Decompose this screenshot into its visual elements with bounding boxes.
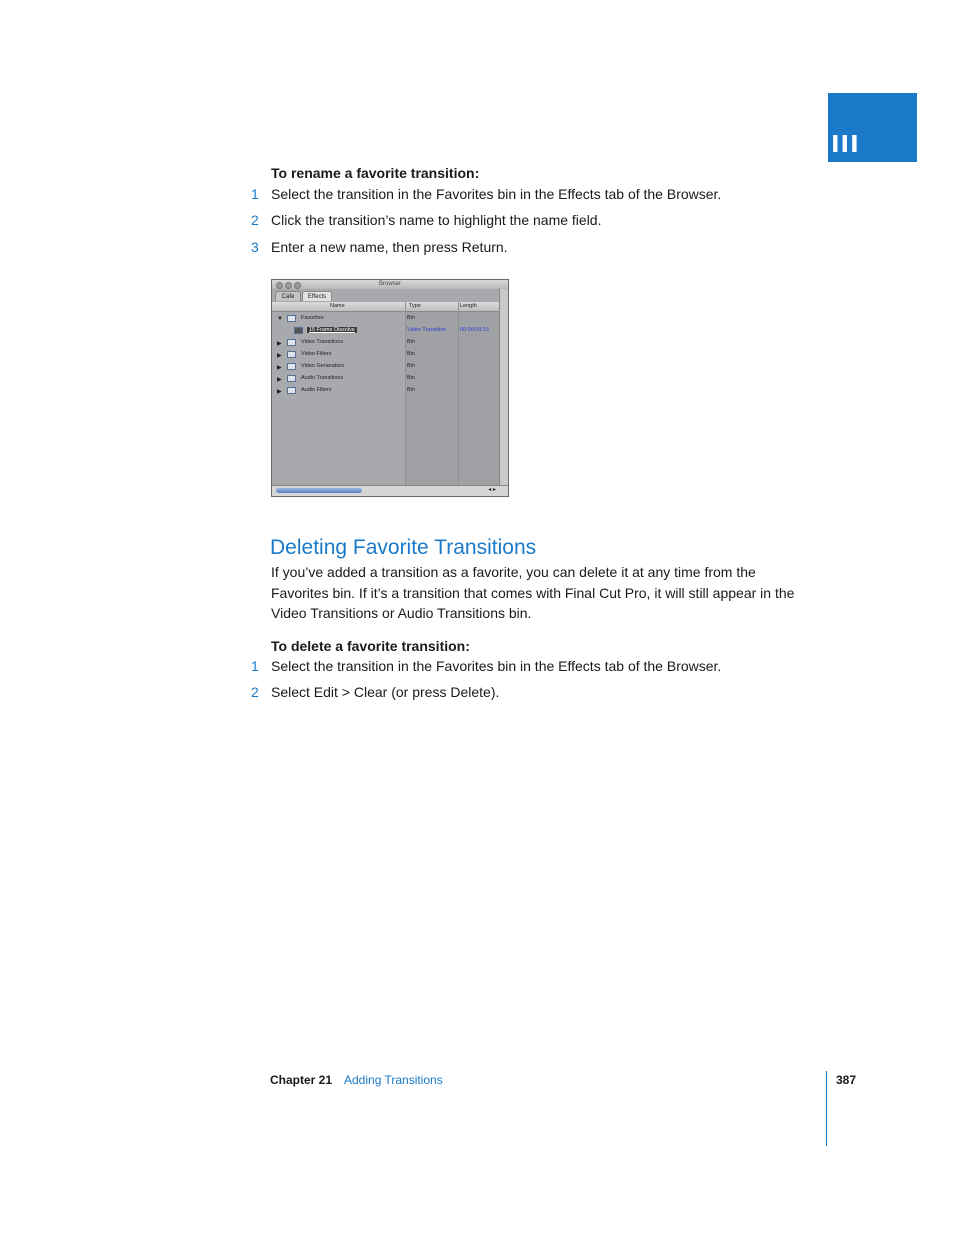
step-number: 2 xyxy=(251,684,259,700)
row-length: 00:00:00:15 xyxy=(460,327,490,333)
delete-procedure-title: To delete a favorite transition: xyxy=(271,638,470,654)
row-type: Video Transition xyxy=(407,327,447,333)
transition-icon xyxy=(294,327,303,334)
part-marker xyxy=(828,93,917,162)
browser-window-screenshot xyxy=(271,279,509,497)
effects-bin-icon xyxy=(287,351,296,358)
row-type: Bin xyxy=(407,375,415,381)
row-type: Bin xyxy=(407,363,415,369)
paragraph-line: If you’ve added a transition as a favorite, you can delete it at any time from the xyxy=(271,564,756,580)
footer-divider xyxy=(826,1071,827,1146)
footer-chapter-title: Adding Transitions xyxy=(344,1073,443,1087)
step-number: 1 xyxy=(251,186,259,202)
row-type: Bin xyxy=(407,351,415,357)
effects-bin-icon xyxy=(287,339,296,346)
row-name: Video Filters xyxy=(301,351,332,357)
browser-row xyxy=(272,339,508,351)
step-number: 2 xyxy=(251,212,259,228)
browser-row-favorites xyxy=(272,315,508,327)
page-number: 387 xyxy=(836,1073,857,1087)
effects-bin-icon xyxy=(287,375,296,382)
step-text: Click the transition’s name to highlight the name field. xyxy=(271,212,602,228)
paragraph-line: Video Transitions or Audio Transitions bin. xyxy=(271,605,532,621)
step-number: 1 xyxy=(251,658,259,674)
step-text: Enter a new name, then press Return. xyxy=(271,239,508,255)
row-name: Video Transitions xyxy=(301,339,344,345)
step-text: Select the transition in the Favorites bin in the Effects tab of the Browser. xyxy=(271,186,722,202)
vertical-scrollbar xyxy=(499,289,508,486)
section-heading: Deleting Favorite Transitions xyxy=(270,536,537,559)
row-name: Favorites xyxy=(301,315,324,321)
browser-row xyxy=(272,351,508,363)
tab-cafe: Cafe xyxy=(275,291,301,301)
effects-bin-icon xyxy=(287,387,296,394)
row-name: Audio Filters xyxy=(301,387,332,393)
rename-procedure-title: To rename a favorite transition: xyxy=(271,165,480,181)
browser-row-selected xyxy=(272,327,508,339)
browser-row xyxy=(272,375,508,387)
column-length: Length xyxy=(460,303,477,309)
step-number: 3 xyxy=(251,239,259,255)
row-type: Bin xyxy=(407,387,415,393)
paragraph-line: Favorites bin. If it’s a transition that comes with Final Cut Pro, it will still appear in the xyxy=(271,585,795,601)
disclosure-closed-icon: ▶ xyxy=(277,377,282,383)
disclosure-open-icon: ▼ xyxy=(277,316,283,322)
browser-row xyxy=(272,363,508,375)
column-header xyxy=(272,302,508,312)
part-marker-label: III xyxy=(831,132,860,158)
browser-row xyxy=(272,387,508,399)
column-type: Type xyxy=(409,303,421,309)
browser-titlebar xyxy=(272,280,508,289)
scroll-thumb xyxy=(276,488,362,493)
row-name-field: 15 Frame Dissolve xyxy=(309,327,355,333)
disclosure-closed-icon: ▶ xyxy=(277,389,282,395)
disclosure-closed-icon: ▶ xyxy=(277,353,282,359)
row-type: Bin xyxy=(407,315,415,321)
row-type: Bin xyxy=(407,339,415,345)
footer-chapter: Chapter 21 xyxy=(270,1073,333,1087)
effects-bin-icon xyxy=(287,363,296,370)
disclosure-closed-icon: ▶ xyxy=(277,365,282,371)
browser-title: Browser xyxy=(378,281,401,287)
column-name: Name xyxy=(330,303,345,309)
step-text: Select the transition in the Favorites bin in the Effects tab of the Browser. xyxy=(271,658,722,674)
disclosure-closed-icon: ▶ xyxy=(277,341,282,347)
step-text: Select Edit > Clear (or press Delete). xyxy=(271,684,500,700)
tab-effects: Effects xyxy=(302,291,332,301)
horizontal-scrollbar xyxy=(272,485,508,496)
row-name: Audio Transitions xyxy=(301,375,344,381)
folder-icon xyxy=(287,315,296,322)
scroll-arrows-icon: ◂ ▸ xyxy=(488,487,496,493)
row-name: Video Generators xyxy=(301,363,345,369)
